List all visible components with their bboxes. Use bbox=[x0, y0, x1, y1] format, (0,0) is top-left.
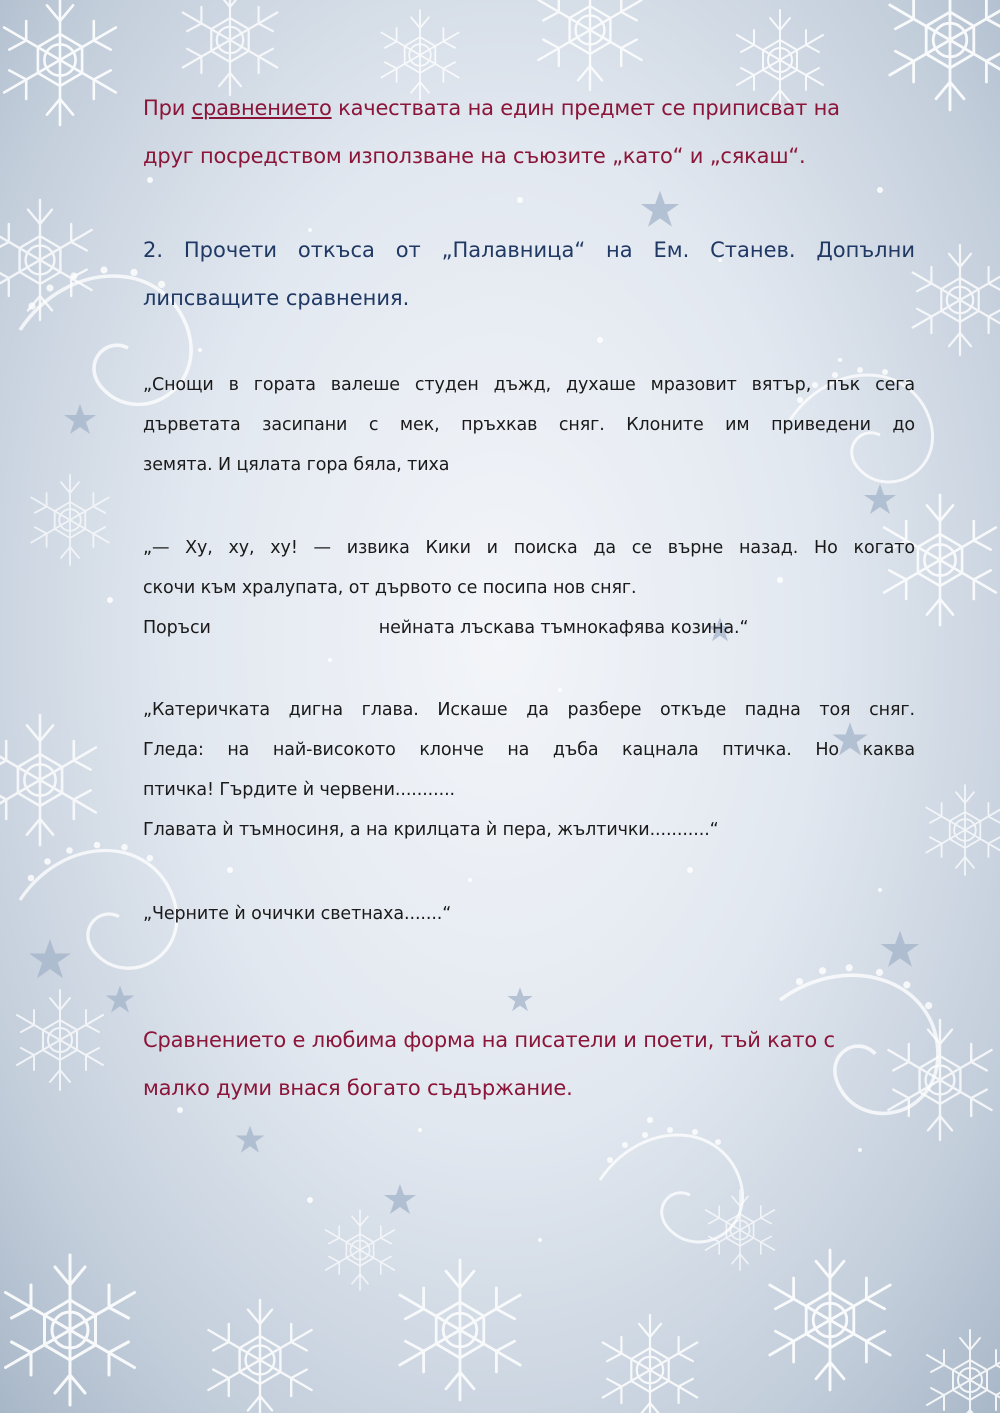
excerpt4-line-1: „Черните ѝ очички светнаха.......“ bbox=[143, 904, 452, 924]
definition-paragraph bbox=[143, 84, 915, 180]
conclusion-line-1: Сравнението е любима форма на писатели и поети, тъй като с bbox=[143, 1028, 835, 1052]
definition-line-1: При сравнението качествата на един предмет се приписват на bbox=[143, 96, 840, 120]
excerpt-paragraph-3 bbox=[143, 690, 915, 850]
excerpt3-line-3: птичка! Гърдите ѝ червени........... bbox=[143, 780, 455, 800]
conclusion-line-2: малко думи внася богато съдържание. bbox=[143, 1076, 573, 1100]
definition-line-2: друг посредством използване на съюзите „като“ и „сякаш“. bbox=[143, 144, 806, 168]
excerpt1-line-1: „Снощи в гората валеше студен дъжд, духаше мразовит вятър, пък сега bbox=[143, 375, 915, 395]
excerpt-paragraph-4 bbox=[143, 894, 915, 934]
task-heading bbox=[143, 226, 915, 322]
excerpt3-line-1: „Катеричката дигна глава. Искаше да разбере откъде падна тоя сняг. bbox=[143, 700, 915, 720]
task-line-1: 2. Прочети откъса от „Палавница“ на Ем. Станев. Допълни bbox=[143, 238, 915, 262]
excerpt3-line-2: Гледа: на най-високото клонче на дъба кацнала птичка. Но каква bbox=[143, 740, 915, 760]
term-comparison: сравнението bbox=[191, 96, 332, 120]
conclusion-paragraph bbox=[143, 1016, 915, 1112]
excerpt3-line-4: Главата ѝ тъмносиня, а на крилцата ѝ пера, жълтички...........“ bbox=[143, 820, 719, 840]
excerpt1-line-3: земята. И цялата гора бяла, тиха bbox=[143, 455, 450, 475]
excerpt-paragraph-2 bbox=[143, 528, 915, 648]
task-line-2: липсващите сравнения. bbox=[143, 286, 410, 310]
excerpt2-line-1: „— Ху, ху, ху! — извика Кики и поиска да се върне назад. Но когато bbox=[143, 538, 915, 558]
excerpt2-line-3: Поръси нейната лъскава тъмнокафява козина.“ bbox=[143, 618, 749, 638]
excerpt-paragraph-1 bbox=[143, 365, 915, 485]
excerpt1-line-2: дърветата засипани с мек, пръхкав сняг. Клоните им приведени до bbox=[143, 415, 915, 435]
excerpt2-line-2: скочи към хралупата, от дървото се посипа нов сняг. bbox=[143, 578, 637, 598]
